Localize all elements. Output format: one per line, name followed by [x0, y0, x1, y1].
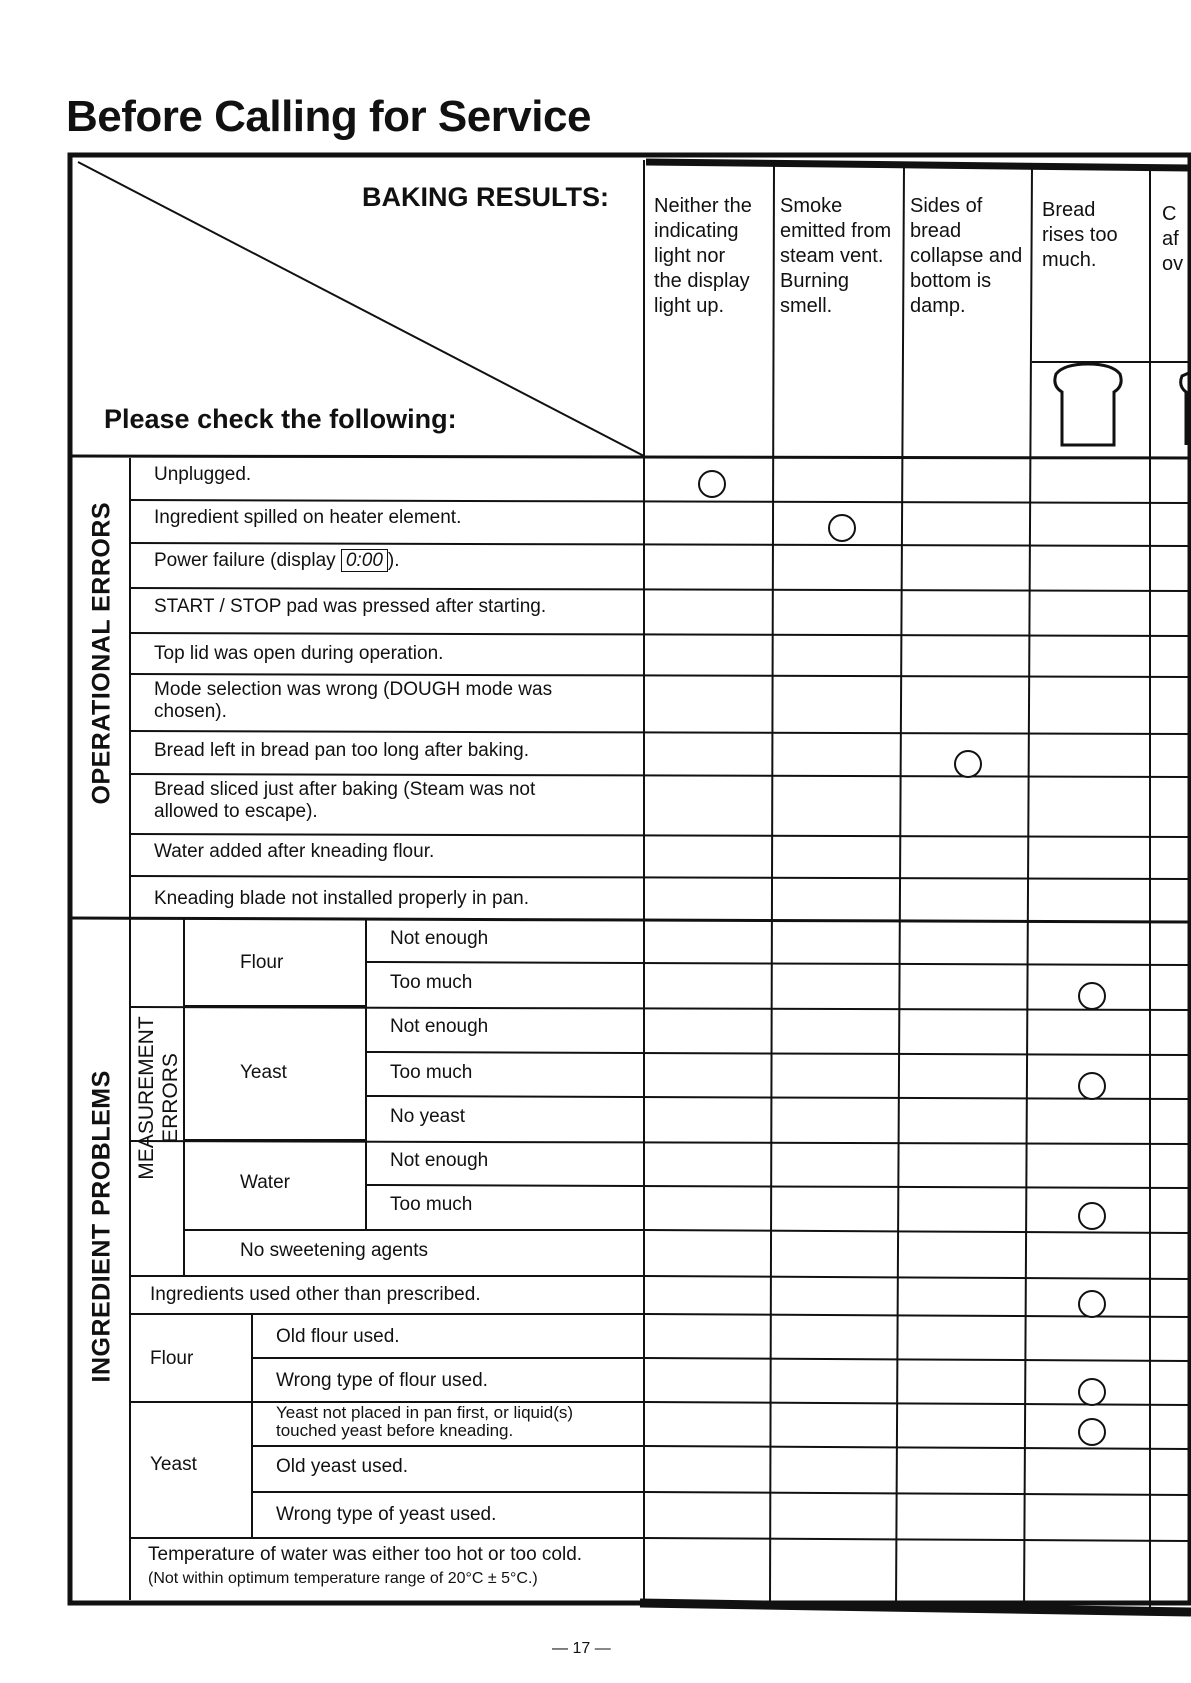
- water-temperature-note: (Not within optimum temperature range of 20°C ± 5°C.): [148, 1570, 538, 1587]
- row-rule: [366, 1096, 1191, 1099]
- mark-circle: [1078, 1378, 1106, 1406]
- row-rule: [130, 731, 1191, 734]
- row-rule: [130, 876, 1191, 879]
- row-rule: [130, 1007, 1191, 1010]
- ingredient-flour-label: Flour: [150, 1348, 194, 1369]
- column-header-partial: C af ov: [1162, 203, 1184, 275]
- row-rule: [130, 500, 1191, 503]
- row-rule: [644, 1230, 1191, 1233]
- check-following-label: Please check the following:: [104, 404, 457, 434]
- row-rule: [644, 1314, 1191, 1317]
- mark-circle: [698, 470, 726, 498]
- row-kneading-blade: Kneading blade not installed properly in pan.: [154, 888, 529, 909]
- column-header-smoke: Smoke emitted from steam vent. Burning smell.: [780, 195, 892, 317]
- row-power-failure: Power failure (display 0:00 ).: [154, 550, 400, 571]
- row-rule: [644, 1446, 1191, 1449]
- row-rule: [130, 774, 1191, 777]
- mark-circle: [1078, 1290, 1106, 1318]
- row-rule: [644, 1276, 1191, 1279]
- row-bread-sliced: Bread sliced just after baking (Steam was not allowed to escape).: [154, 779, 536, 822]
- column-header-rises-too-much: Bread rises too much.: [1042, 199, 1118, 271]
- water-temperature: Temperature of water was either too hot or too cold.: [148, 1544, 583, 1565]
- row-rule: [130, 633, 1191, 636]
- yeast-placement: Yeast not placed in pan first, or liquid(s) touched yeast before kneading.: [276, 1403, 574, 1440]
- mark-circle: [1078, 1418, 1106, 1446]
- section-ingredient-problems: INGREDIENT PROBLEMS: [87, 1070, 116, 1383]
- row-spilled: Ingredient spilled on heater element.: [154, 507, 462, 528]
- yeast-none: No yeast: [390, 1106, 465, 1127]
- row-rule: [130, 674, 1191, 677]
- old-flour: Old flour used.: [276, 1326, 400, 1347]
- row-rule: [130, 543, 1191, 546]
- display-readout: 0:00: [341, 549, 388, 572]
- wrong-flour: Wrong type of flour used.: [276, 1370, 488, 1391]
- ingredient-yeast-label: Yeast: [150, 1454, 197, 1475]
- row-water-added: Water added after kneading flour.: [154, 841, 435, 862]
- row-rule: [130, 588, 1191, 591]
- wrong-yeast: Wrong type of yeast used.: [276, 1504, 497, 1525]
- measurement-group-flour: Flour: [240, 952, 284, 973]
- row-rule: [130, 834, 1191, 837]
- water-too-much: Too much: [390, 1194, 473, 1215]
- yeast-too-much: Too much: [390, 1062, 473, 1083]
- measurement-group-water: Water: [240, 1172, 290, 1193]
- row-mode-selection: Mode selection was wrong (DOUGH mode was chosen).: [154, 679, 553, 722]
- row-bread-left: Bread left in bread pan too long after baking.: [154, 740, 529, 761]
- mark-circle: [954, 750, 982, 778]
- row-rule: [644, 1492, 1191, 1495]
- baking-results-label: BAKING RESULTS:: [362, 182, 609, 212]
- row-rule: [366, 962, 1191, 965]
- page-title: Before Calling for Service: [66, 92, 591, 141]
- old-yeast: Old yeast used.: [276, 1456, 409, 1477]
- row-rule: [130, 1141, 1191, 1144]
- no-sweetening: No sweetening agents: [240, 1240, 429, 1261]
- section-operational-errors: OPERATIONAL ERRORS: [87, 501, 116, 805]
- column-header-sides-collapse: Sides of bread collapse and bottom is damp.: [910, 195, 1023, 317]
- flour-too-much: Too much: [390, 972, 473, 993]
- mark-circle: [1078, 1202, 1106, 1230]
- mark-circle: [828, 514, 856, 542]
- row-start-stop: START / STOP pad was pressed after starting.: [154, 596, 547, 617]
- water-not-enough: Not enough: [390, 1150, 489, 1171]
- section-measurement-errors: MEASUREMENT ERRORS: [135, 1016, 182, 1180]
- yeast-not-enough: Not enough: [390, 1016, 489, 1037]
- row-rule: [644, 1402, 1191, 1405]
- row-rule: [644, 1358, 1191, 1361]
- row-rule: [366, 1185, 1191, 1188]
- mark-circle: [1078, 982, 1106, 1010]
- column-header-no-power: Neither the indicating light nor the display light up.: [654, 195, 752, 317]
- row-top-lid: Top lid was open during operation.: [154, 643, 444, 664]
- measurement-group-yeast: Yeast: [240, 1062, 287, 1083]
- flour-not-enough: Not enough: [390, 928, 489, 949]
- page-number: — 17 —: [552, 1640, 611, 1657]
- row-rule: [366, 1052, 1191, 1055]
- row-unplugged: Unplugged.: [154, 464, 252, 485]
- mark-circle: [1078, 1072, 1106, 1100]
- ingredients-other: Ingredients used other than prescribed.: [150, 1284, 481, 1305]
- row-rule: [644, 1538, 1191, 1541]
